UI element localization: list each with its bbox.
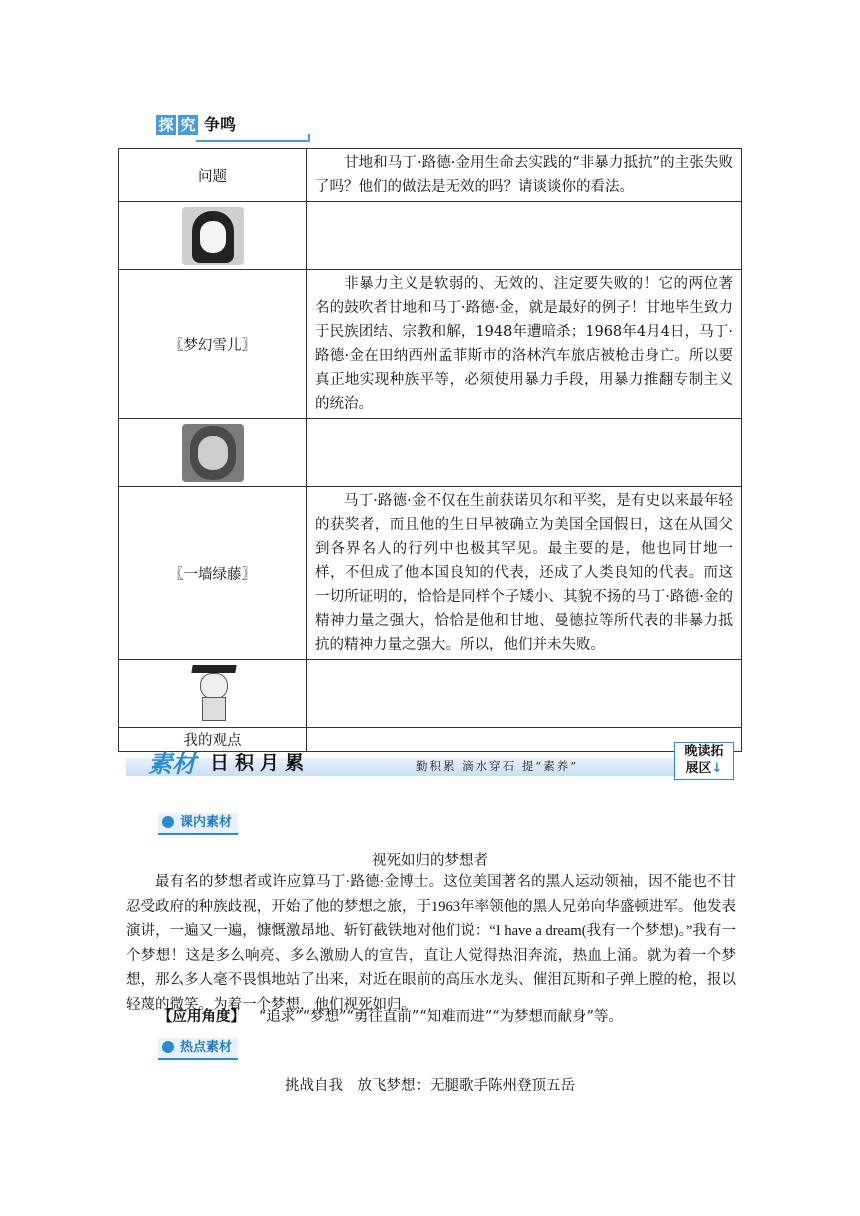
tag-dot-icon bbox=[162, 816, 174, 828]
reading-area-badge bbox=[674, 742, 734, 780]
empty-cell[interactable] bbox=[307, 419, 742, 487]
badge-line1: 晚读拓 bbox=[684, 744, 724, 759]
question-text: 甘地和马丁·路德·金用生命去实践的“非暴力抵抗”的主张失败了吗？他们的做法是无效的吗？请谈谈你的看法。 bbox=[315, 155, 733, 195]
down-arrow-icon: ↓ bbox=[711, 761, 723, 776]
table-row-avatar2 bbox=[119, 419, 742, 487]
table-row-speaker2 bbox=[119, 487, 742, 660]
my-view-label: 我的观点 bbox=[119, 728, 307, 752]
empty-cell[interactable] bbox=[307, 660, 742, 728]
article2-title: 挑战自我 放飞梦想：无腿歌手陈州登顶五岳 bbox=[285, 1078, 575, 1094]
header-char-box: 究 bbox=[178, 115, 198, 135]
question-label: 问题 bbox=[119, 149, 307, 202]
table-row-speaker1 bbox=[119, 270, 742, 419]
banner-slogan: 勤积累 滴水穿石 提“素养” bbox=[416, 759, 579, 773]
banner-title: 日积月累 bbox=[210, 752, 311, 774]
header-plain-text: 争鸣 bbox=[204, 115, 237, 134]
speaker1-name: 〖梦幻雪儿〗 bbox=[119, 270, 307, 419]
tag-hot-material bbox=[158, 1038, 238, 1060]
article1-text: 最有名的梦想者或许应算马丁·路德·金博士。这位美国著名的黑人运动领袖，因不能也不甘忍受政府的种族歧视，开始了他的梦想之旅，于1963年率领他的黑人兄弟向华盛顿进军。他发表演讲，一遍又一遍，慷慨激昂地、斩钉截铁地对他们说：“I have a dream(我有一个梦想)。”我有一个梦想！这是多么响亮、多么激励人的宣告，直让人觉得热泪奔流，热血上涌。就为着一个梦想，那么多人毫不畏惧地站了出来，对近在眼前的高压水龙头、催泪瓦斯和子弹上膛的枪，报以轻蔑的微笑。为着一个梦想，他们视死如归。 bbox=[126, 874, 736, 1013]
badge-line2: 展区 bbox=[685, 761, 712, 776]
speaker2-text: 马丁·路德·金不仅在生前获诺贝尔和平奖，是有史以来最年轻的获奖者，而且他的生日早被确立为美国全国假日，这在从国父到各界名人的行列中也极其罕见。最主要的是，他也同甘地一样，不但成了他本国良知的代表，还成了人类良知的代表。而这一切所证明的，恰恰是同样个子矮小、其貌不扬的马丁·路德·金的精神力量之强大，恰恰是他和甘地、曼德拉等所代表的非暴力抵抗的精神力量之强大。所以，他们并未失败。 bbox=[315, 493, 733, 653]
section-header-inquiry bbox=[156, 112, 236, 138]
tag-label: 热点素材 bbox=[180, 1040, 233, 1055]
anime-girl-avatar-icon bbox=[182, 424, 244, 482]
apply-text: “追求”“梦想”“勇往直前”“知难而进”“为梦想而献身”等。 bbox=[258, 1009, 623, 1025]
table-row-question bbox=[119, 149, 742, 202]
speaker1-text: 非暴力主义是软弱的、无效的、注定要失败的！它的两位著名的鼓吹者甘地和马丁·路德·金，就是最好的例子！甘地毕生致力于民族团结、宗教和解，1948年遭暗杀；1968年4月4日，马丁·路德·金在田纳西州孟菲斯市的洛林汽车旅店被枪击身亡。所以要真正地实现种族平等，必须使用暴力手段，用暴力推翻专制主义的统治。 bbox=[315, 276, 733, 412]
table-row-avatar3 bbox=[119, 660, 742, 728]
header-char-box: 探 bbox=[156, 115, 176, 135]
tag-label: 课内素材 bbox=[180, 815, 233, 830]
tag-dot-icon bbox=[162, 1041, 174, 1053]
article1-body bbox=[126, 870, 736, 1017]
graduate-boy-avatar-icon bbox=[182, 663, 244, 725]
table-row-avatar1 bbox=[119, 202, 742, 270]
discussion-table bbox=[118, 148, 742, 752]
tag-in-class-material bbox=[158, 813, 238, 835]
section-banner-materials bbox=[126, 738, 734, 780]
speaker2-name: 〖一墙绿藤〗 bbox=[119, 487, 307, 660]
banner-bar bbox=[126, 758, 674, 776]
application-angle bbox=[158, 1005, 623, 1026]
banner-title-accent: 素材 bbox=[148, 750, 196, 778]
apply-label: 【应用角度】 bbox=[158, 1009, 245, 1025]
girl-avatar-icon bbox=[182, 207, 244, 265]
empty-cell[interactable] bbox=[307, 202, 742, 270]
header-underline bbox=[196, 134, 310, 142]
article1-title: 视死如归的梦想者 bbox=[372, 853, 488, 869]
